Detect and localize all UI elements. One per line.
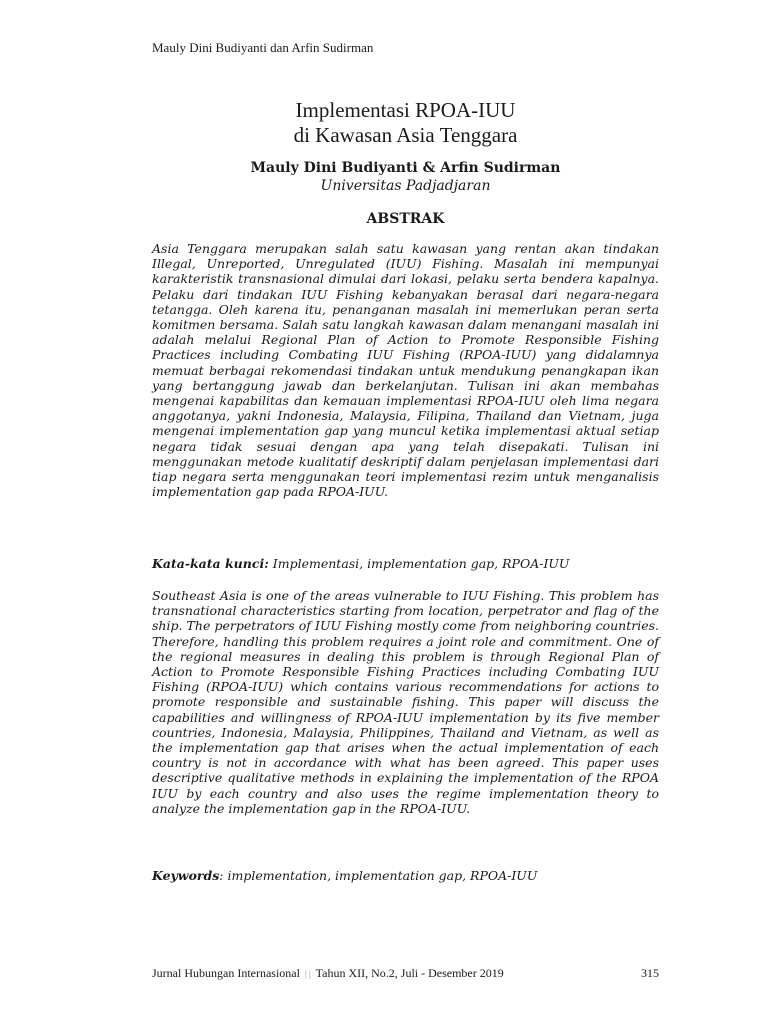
footer-journal-info	[152, 966, 504, 981]
title-block	[152, 98, 659, 227]
keywords-en	[152, 868, 659, 883]
page-footer	[152, 966, 659, 981]
footer-issue: Tahun XII, No.2, Juli - Desember 2019	[315, 966, 504, 980]
paper-title-line-2: di Kawasan Asia Tenggara	[293, 123, 518, 147]
paper-title-line-1: Implementasi RPOA-IUU	[295, 98, 516, 122]
keywords-id-text: Implementasi, implementation gap, RPOA-IUU	[268, 556, 570, 571]
keywords-id	[152, 556, 659, 571]
abstract-heading: ABSTRAK	[366, 211, 445, 227]
running-head: Mauly Dini Budiyanti dan Arfin Sudirman	[152, 40, 374, 55]
keywords-en-label: Keywords	[152, 868, 220, 883]
keywords-en-text: : implementation, implementation gap, RPOA-IUU	[219, 868, 538, 883]
footer-journal: Jurnal Hubungan Internasional	[152, 966, 300, 980]
page-number: 315	[641, 966, 659, 980]
footer-separator: | |	[304, 969, 311, 979]
authors: Mauly Dini Budiyanti & Arfin Sudirman	[250, 160, 561, 176]
abstrak-paragraph: Asia Tenggara merupakan salah satu kawasan yang rentan akan tindakan Illegal, Unreported, Unregulated (IUU) Fishing. Masalah ini mempunyai karakteristik transnasional dimulai dari lokasi, pelaku serta bendera kapalnya. Pelaku dari tindakan IUU Fishing kebanyakan berasal dari negara-negara tetangga. Oleh karena itu, penanganan masalah ini memerlukan peran serta komitmen bersama. Salah satu langkah kawasan dalam menangani masalah ini adalah melalui Regional Plan of Action to Promote Responsible Fishing Practices including Combating IUU Fishing (RPOA-IUU) yang didalamnya memuat berbagai rekomendasi tindakan untuk mendukung penangkapan ikan yang bertanggung jawab dan berkelanjutan. Tulisan ini akan membahas mengenai kapabilitas dan kemauan implementasi RPOA-IUU oleh lima negara anggotanya, yakni Indonesia, Malaysia, Filipina, Thailand dan Vietnam, juga mengenai implementation gap yang muncul ketika implementasi aktual setiap negara tidak sesuai dengan apa yang telah disepakati. Tulisan ini menggunakan metode kualitatif deskriptif dalam penjelasan implementasi dari tiap negara serta menggunakan teori implementasi rezim untuk menganalisis implementation gap pada RPOA-IUU.	[152, 241, 659, 500]
affiliation: Universitas Padjadjaran	[320, 178, 491, 194]
abstract-en-paragraph: Southeast Asia is one of the areas vulnerable to IUU Fishing. This problem has transnational characteristics starting from location, perpetrator and flag of the ship. The perpetrators of IUU Fishing mostly come from neighboring countries. Therefore, handling this problem requires a joint role and commitment. One of the regional measures in dealing this problem is through Regional Plan of Action to Promote Responsible Fishing Practices including Combating IUU Fishing (RPOA-IUU) which contains various recommendations for actions to promote responsible and sustainable fishing. This paper will discuss the capabilities and willingness of RPOA-IUU implementation by its five member countries, Indonesia, Malaysia, Philippines, Thailand and Vietnam, as well as the implementation gap that arises when the actual implementation of each country is not in accordance with what has been agreed. This paper uses descriptive qualitative methods in explaining the implementation of the RPOA IUU by each country and also uses the regime implementation theory to analyze the implementation gap in the RPOA-IUU.	[152, 588, 659, 816]
keywords-id-label: Kata-kata kunci:	[152, 556, 269, 571]
